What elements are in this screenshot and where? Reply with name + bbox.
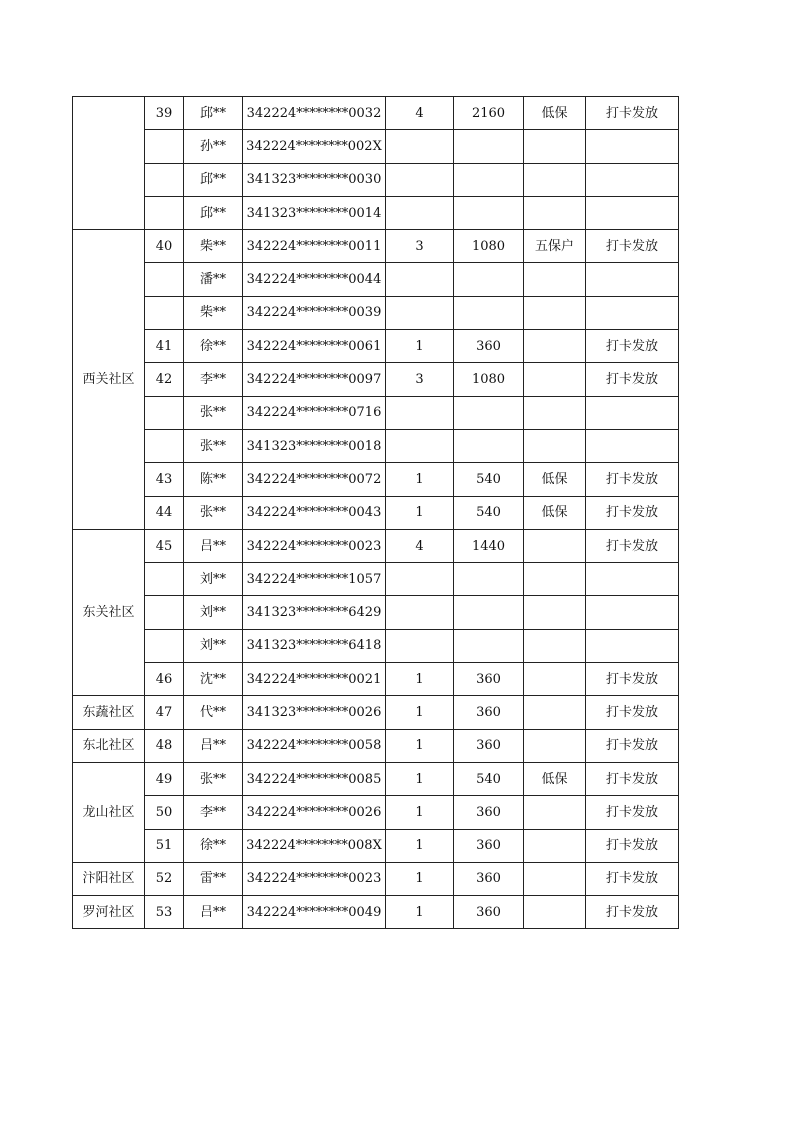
serial-cell: 44 xyxy=(145,496,184,529)
household-size-cell xyxy=(386,130,454,163)
id-number-cell: 341323********0018 xyxy=(243,429,386,462)
payment-method-cell: 打卡发放 xyxy=(586,230,679,263)
table-row xyxy=(73,796,679,829)
amount-cell: 360 xyxy=(454,829,524,862)
name-cell: 徐** xyxy=(184,330,243,363)
table-row xyxy=(73,829,679,862)
community-cell: 西关社区 xyxy=(73,230,145,530)
name-cell: 徐** xyxy=(184,829,243,862)
name-cell: 潘** xyxy=(184,263,243,296)
payment-method-cell: 打卡发放 xyxy=(586,862,679,895)
amount-cell: 360 xyxy=(454,330,524,363)
household-size-cell: 1 xyxy=(386,463,454,496)
amount-cell xyxy=(454,130,524,163)
amount-cell xyxy=(454,563,524,596)
household-size-cell: 3 xyxy=(386,363,454,396)
name-cell: 邱** xyxy=(184,196,243,229)
serial-cell: 45 xyxy=(145,529,184,562)
serial-cell: 41 xyxy=(145,330,184,363)
id-number-cell: 342224********0097 xyxy=(243,363,386,396)
payment-method-cell xyxy=(586,563,679,596)
community-cell: 罗河社区 xyxy=(73,896,145,929)
id-number-cell: 342224********0011 xyxy=(243,230,386,263)
id-number-cell: 342224********0716 xyxy=(243,396,386,429)
table-row xyxy=(73,230,679,263)
id-number-cell: 342224********0039 xyxy=(243,296,386,329)
household-size-cell: 1 xyxy=(386,829,454,862)
name-cell: 沈** xyxy=(184,663,243,696)
name-cell: 代** xyxy=(184,696,243,729)
household-size-cell xyxy=(386,196,454,229)
category-cell: 低保 xyxy=(524,463,586,496)
category-cell xyxy=(524,163,586,196)
category-cell xyxy=(524,729,586,762)
id-number-cell: 341323********0030 xyxy=(243,163,386,196)
community-cell: 东北社区 xyxy=(73,729,145,762)
table-row xyxy=(73,596,679,629)
serial-cell: 42 xyxy=(145,363,184,396)
name-cell: 吕** xyxy=(184,729,243,762)
payment-method-cell: 打卡发放 xyxy=(586,330,679,363)
category-cell xyxy=(524,263,586,296)
serial-cell xyxy=(145,196,184,229)
category-cell xyxy=(524,862,586,895)
table-row xyxy=(73,429,679,462)
id-number-cell: 342224********0023 xyxy=(243,862,386,895)
community-cell xyxy=(73,97,145,230)
amount-cell xyxy=(454,196,524,229)
id-number-cell: 342224********0049 xyxy=(243,896,386,929)
table-row xyxy=(73,696,679,729)
serial-cell: 48 xyxy=(145,729,184,762)
relief-recipients-table xyxy=(72,96,679,929)
community-cell: 东蔬社区 xyxy=(73,696,145,729)
household-size-cell: 1 xyxy=(386,663,454,696)
serial-cell xyxy=(145,263,184,296)
category-cell: 低保 xyxy=(524,762,586,795)
payment-method-cell xyxy=(586,196,679,229)
category-cell xyxy=(524,196,586,229)
id-number-cell: 342224********002X xyxy=(243,130,386,163)
amount-cell: 360 xyxy=(454,896,524,929)
household-size-cell xyxy=(386,296,454,329)
table-row xyxy=(73,729,679,762)
payment-method-cell xyxy=(586,596,679,629)
amount-cell xyxy=(454,629,524,662)
name-cell: 柴** xyxy=(184,230,243,263)
payment-method-cell: 打卡发放 xyxy=(586,729,679,762)
amount-cell: 1440 xyxy=(454,529,524,562)
name-cell: 孙** xyxy=(184,130,243,163)
id-number-cell: 341323********6418 xyxy=(243,629,386,662)
household-size-cell: 3 xyxy=(386,230,454,263)
category-cell xyxy=(524,596,586,629)
amount-cell xyxy=(454,263,524,296)
household-size-cell: 1 xyxy=(386,762,454,795)
name-cell: 李** xyxy=(184,363,243,396)
household-size-cell xyxy=(386,596,454,629)
name-cell: 张** xyxy=(184,396,243,429)
amount-cell: 540 xyxy=(454,762,524,795)
id-number-cell: 342224********0044 xyxy=(243,263,386,296)
household-size-cell xyxy=(386,629,454,662)
serial-cell: 39 xyxy=(145,97,184,130)
name-cell: 刘** xyxy=(184,629,243,662)
name-cell: 张** xyxy=(184,496,243,529)
name-cell: 雷** xyxy=(184,862,243,895)
community-cell: 东关社区 xyxy=(73,529,145,695)
serial-cell xyxy=(145,429,184,462)
serial-cell xyxy=(145,563,184,596)
category-cell xyxy=(524,563,586,596)
serial-cell: 46 xyxy=(145,663,184,696)
serial-cell xyxy=(145,596,184,629)
serial-cell: 52 xyxy=(145,862,184,895)
amount-cell: 540 xyxy=(454,496,524,529)
table-body xyxy=(73,97,679,929)
payment-method-cell xyxy=(586,629,679,662)
amount-cell: 540 xyxy=(454,463,524,496)
id-number-cell: 342224********0023 xyxy=(243,529,386,562)
payment-method-cell: 打卡发放 xyxy=(586,496,679,529)
id-number-cell: 342224********0032 xyxy=(243,97,386,130)
serial-cell xyxy=(145,629,184,662)
table-row xyxy=(73,296,679,329)
payment-method-cell: 打卡发放 xyxy=(586,829,679,862)
table-row xyxy=(73,896,679,929)
category-cell xyxy=(524,829,586,862)
payment-method-cell xyxy=(586,130,679,163)
id-number-cell: 342224********0026 xyxy=(243,796,386,829)
payment-method-cell: 打卡发放 xyxy=(586,762,679,795)
serial-cell: 53 xyxy=(145,896,184,929)
household-size-cell xyxy=(386,563,454,596)
category-cell xyxy=(524,396,586,429)
table-row xyxy=(73,563,679,596)
category-cell xyxy=(524,130,586,163)
name-cell: 邱** xyxy=(184,97,243,130)
id-number-cell: 341323********0026 xyxy=(243,696,386,729)
payment-method-cell xyxy=(586,296,679,329)
amount-cell: 360 xyxy=(454,729,524,762)
payment-method-cell: 打卡发放 xyxy=(586,796,679,829)
name-cell: 吕** xyxy=(184,896,243,929)
table-row xyxy=(73,196,679,229)
payment-method-cell: 打卡发放 xyxy=(586,896,679,929)
category-cell xyxy=(524,629,586,662)
id-number-cell: 341323********0014 xyxy=(243,196,386,229)
table-row xyxy=(73,496,679,529)
id-number-cell: 342224********0085 xyxy=(243,762,386,795)
name-cell: 刘** xyxy=(184,596,243,629)
table-row xyxy=(73,330,679,363)
amount-cell: 360 xyxy=(454,696,524,729)
id-number-cell: 342224********0061 xyxy=(243,330,386,363)
id-number-cell: 342224********0021 xyxy=(243,663,386,696)
serial-cell: 51 xyxy=(145,829,184,862)
table-row xyxy=(73,396,679,429)
table-row xyxy=(73,529,679,562)
amount-cell xyxy=(454,163,524,196)
payment-method-cell: 打卡发放 xyxy=(586,663,679,696)
category-cell: 低保 xyxy=(524,496,586,529)
table-row xyxy=(73,163,679,196)
id-number-cell: 342224********1057 xyxy=(243,563,386,596)
table-row xyxy=(73,762,679,795)
amount-cell xyxy=(454,396,524,429)
household-size-cell: 4 xyxy=(386,529,454,562)
serial-cell xyxy=(145,130,184,163)
household-size-cell xyxy=(386,263,454,296)
amount-cell: 1080 xyxy=(454,230,524,263)
name-cell: 张** xyxy=(184,762,243,795)
name-cell: 张** xyxy=(184,429,243,462)
community-cell: 汴阳社区 xyxy=(73,862,145,895)
household-size-cell: 1 xyxy=(386,696,454,729)
payment-method-cell xyxy=(586,163,679,196)
serial-cell xyxy=(145,296,184,329)
table-row xyxy=(73,629,679,662)
payment-method-cell: 打卡发放 xyxy=(586,529,679,562)
id-number-cell: 342224********0058 xyxy=(243,729,386,762)
category-cell xyxy=(524,529,586,562)
payment-method-cell xyxy=(586,263,679,296)
amount-cell xyxy=(454,429,524,462)
category-cell: 五保户 xyxy=(524,230,586,263)
household-size-cell: 1 xyxy=(386,862,454,895)
name-cell: 李** xyxy=(184,796,243,829)
name-cell: 刘** xyxy=(184,563,243,596)
household-size-cell: 1 xyxy=(386,729,454,762)
household-size-cell: 1 xyxy=(386,796,454,829)
household-size-cell: 1 xyxy=(386,496,454,529)
amount-cell xyxy=(454,596,524,629)
amount-cell: 360 xyxy=(454,796,524,829)
serial-cell: 40 xyxy=(145,230,184,263)
payment-method-cell: 打卡发放 xyxy=(586,696,679,729)
name-cell: 吕** xyxy=(184,529,243,562)
household-size-cell: 1 xyxy=(386,896,454,929)
category-cell xyxy=(524,363,586,396)
payment-method-cell: 打卡发放 xyxy=(586,463,679,496)
table-row xyxy=(73,363,679,396)
table-row xyxy=(73,263,679,296)
category-cell xyxy=(524,796,586,829)
name-cell: 陈** xyxy=(184,463,243,496)
name-cell: 邱** xyxy=(184,163,243,196)
amount-cell: 360 xyxy=(454,663,524,696)
table-row xyxy=(73,663,679,696)
household-size-cell xyxy=(386,396,454,429)
category-cell xyxy=(524,896,586,929)
serial-cell: 47 xyxy=(145,696,184,729)
community-cell: 龙山社区 xyxy=(73,762,145,862)
table-row xyxy=(73,463,679,496)
category-cell xyxy=(524,429,586,462)
serial-cell: 43 xyxy=(145,463,184,496)
serial-cell: 50 xyxy=(145,796,184,829)
serial-cell xyxy=(145,396,184,429)
amount-cell xyxy=(454,296,524,329)
id-number-cell: 342224********0043 xyxy=(243,496,386,529)
name-cell: 柴** xyxy=(184,296,243,329)
household-size-cell: 4 xyxy=(386,97,454,130)
amount-cell: 2160 xyxy=(454,97,524,130)
category-cell xyxy=(524,330,586,363)
serial-cell: 49 xyxy=(145,762,184,795)
table-row xyxy=(73,130,679,163)
amount-cell: 1080 xyxy=(454,363,524,396)
payment-method-cell: 打卡发放 xyxy=(586,363,679,396)
payment-method-cell xyxy=(586,396,679,429)
serial-cell xyxy=(145,163,184,196)
payment-method-cell xyxy=(586,429,679,462)
id-number-cell: 341323********6429 xyxy=(243,596,386,629)
id-number-cell: 342224********0072 xyxy=(243,463,386,496)
table-row xyxy=(73,862,679,895)
household-size-cell xyxy=(386,163,454,196)
category-cell xyxy=(524,663,586,696)
household-size-cell xyxy=(386,429,454,462)
category-cell xyxy=(524,296,586,329)
category-cell xyxy=(524,696,586,729)
id-number-cell: 342224********008X xyxy=(243,829,386,862)
amount-cell: 360 xyxy=(454,862,524,895)
category-cell: 低保 xyxy=(524,97,586,130)
payment-method-cell: 打卡发放 xyxy=(586,97,679,130)
table-row xyxy=(73,97,679,130)
household-size-cell: 1 xyxy=(386,330,454,363)
